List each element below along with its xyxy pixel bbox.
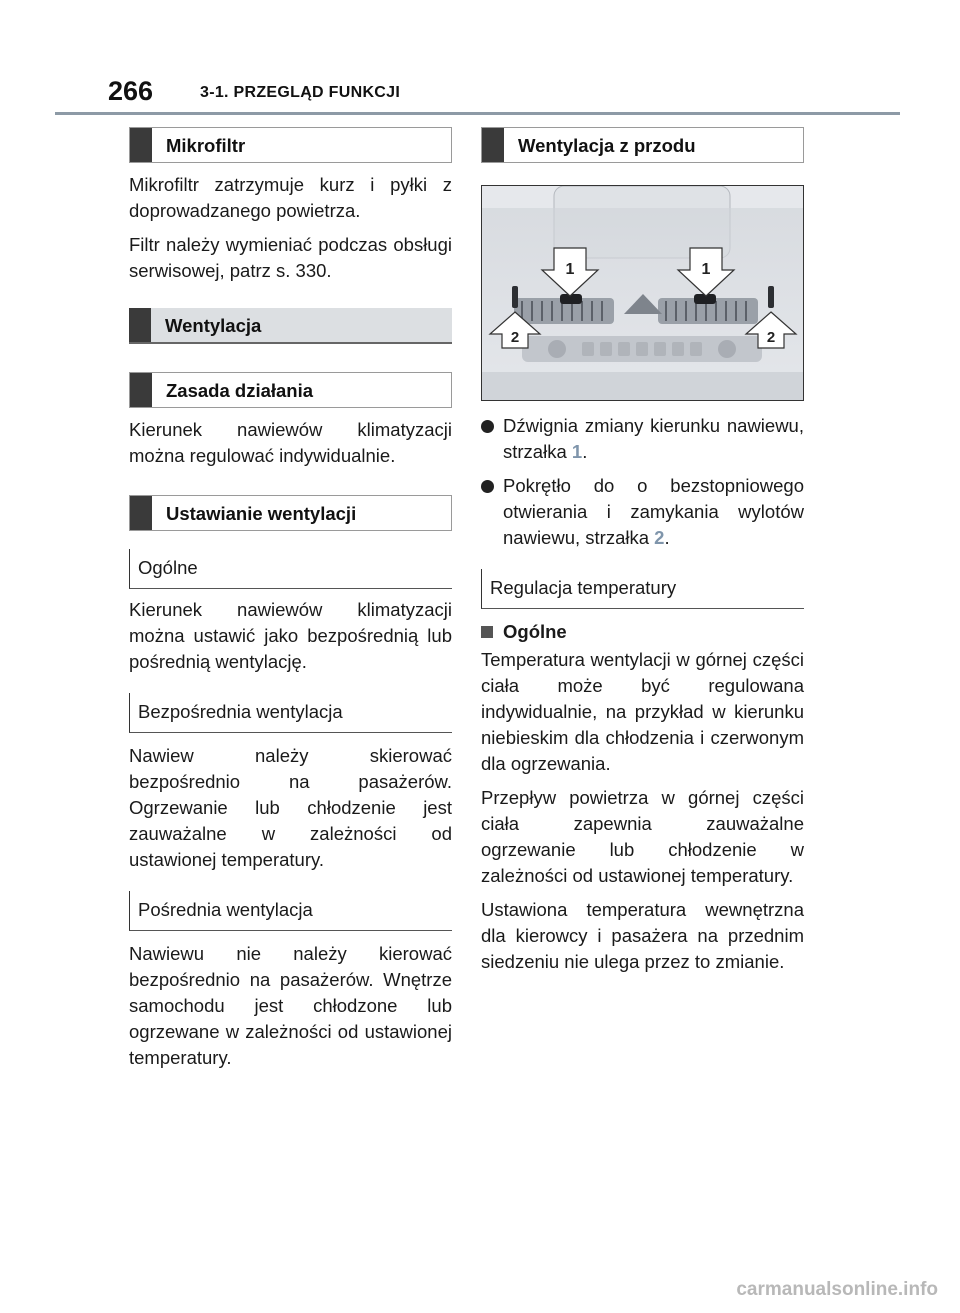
svg-text:1: 1 <box>701 261 711 278</box>
dashboard-illustration <box>482 186 804 401</box>
subheading-ogolne-right: Ogólne <box>481 619 804 645</box>
section-heading-ustawianie: Ustawianie wentylacji <box>129 495 452 531</box>
chapter-title: 3-1. PRZEGLĄD FUNKCJI <box>200 84 401 101</box>
dashboard-vents-photo <box>481 185 804 401</box>
left-column <box>129 127 452 1071</box>
subheading-bezposrednia: Bezpośrednia wentylacja <box>129 693 452 733</box>
zasada-paragraph: Kierunek nawiewów klimatyzacji można regulować indywidualnie. <box>129 419 452 466</box>
svg-text:2: 2 <box>510 329 520 346</box>
page-header <box>108 76 908 112</box>
svg-text:1: 1 <box>565 261 575 278</box>
section-heading-wentylacja-przod: Wentylacja z przodu <box>481 127 804 163</box>
subheading-regulacja: Regulacja temperatury <box>481 569 804 609</box>
ogolne-paragraph: Kierunek nawiewów klimatyzacji można ustawić jako bezpośrednią lub pośrednią wentylację. <box>129 599 452 672</box>
posrednia-paragraph: Nawiewu nie należy kierować bezpośrednio na pasażerów. Wnętrze samochodu jest chłodzone lub ogrzewane w zależności od ustawionej temperatury. <box>129 943 452 1068</box>
section-heading-wentylacja: Wentylacja <box>129 308 452 344</box>
subheading-posrednia: Pośrednia wentylacja <box>129 891 452 931</box>
section-heading-mikrofiltr: Mikrofiltr <box>129 127 452 163</box>
bezposrednia-paragraph: Nawiew należy skierować bezpośrednio na pasażerów. Ogrzewanie lub chłodzenie jest zauważalne w zależności od ustawionej temperatury. <box>129 745 452 870</box>
temperature-paragraph-3: Ustawiona temperatura wewnętrzna dla kierowcy i pasażera na przednim siedzeniu nie ulega przez to zmianie. <box>481 899 804 972</box>
svg-text:2: 2 <box>766 329 776 346</box>
bullet-item-knob: Pokrętło do o bezstopniowego otwierania i zamykania wylotów nawiewu, strzałka 2. <box>481 473 804 551</box>
subheading-ogolne: Ogólne <box>129 549 452 589</box>
mikrofiltr-paragraph-2: Filtr należy wymieniać podczas obsługi serwisowej, patrz s. 330. <box>129 234 452 281</box>
header-divider <box>55 112 900 115</box>
right-column <box>481 127 804 975</box>
temperature-paragraph-1: Temperatura wentylacji w górnej części ciała może być regulowana indywidualnie, na przykład w kierunku niebieskim dla chłodzenia i czerwonym dla ogrzewania. <box>481 649 804 774</box>
watermark: carmanualsonline.info <box>736 1279 938 1300</box>
page-number: 266 <box>108 76 154 106</box>
mikrofiltr-paragraph-1: Mikrofiltr zatrzymuje kurz i pyłki z doprowadzanego powietrza. <box>129 174 452 221</box>
section-heading-zasada: Zasada działania <box>129 372 452 408</box>
temperature-paragraph-2: Przepływ powietrza w górnej części ciała zapewnia zauważalne ogrzewanie lub chłodzenie w zależności od ustawionej temperatury. <box>481 787 804 886</box>
bullet-item-lever: Dźwignia zmiany kierunku nawiewu, strzałka 1. <box>481 413 804 465</box>
